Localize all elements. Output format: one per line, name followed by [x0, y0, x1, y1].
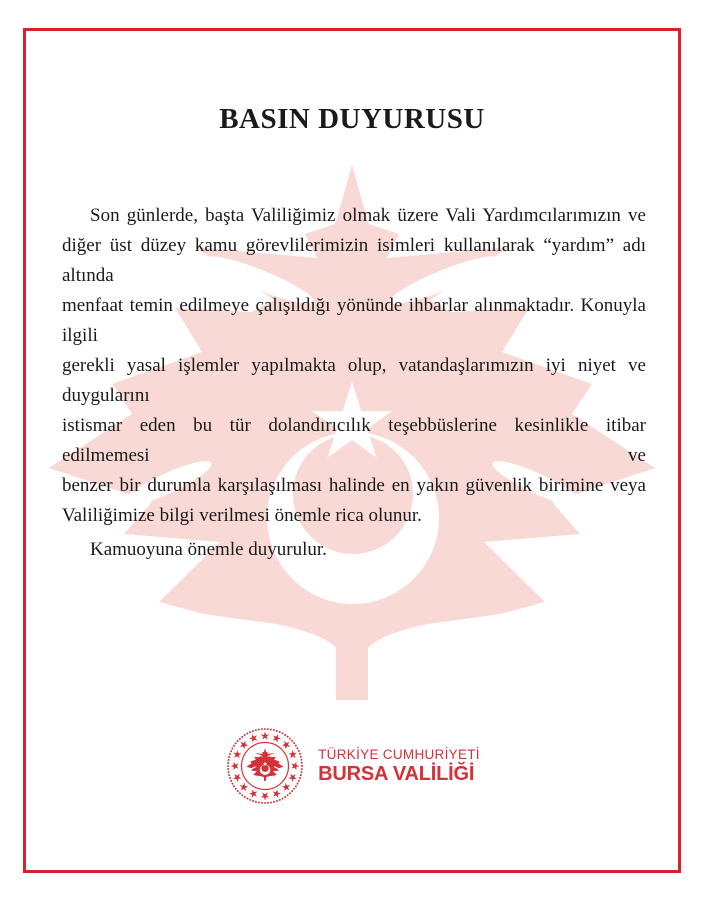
- governorship-logo: [0, 726, 705, 806]
- paragraph-line: gerekli yasal işlemler yapılmakta olup, vatandaşlarımızın iyi niyet ve duygularını: [62, 355, 646, 406]
- logo-governorship-label: BURSA VALİLİĞİ: [318, 763, 475, 785]
- paragraph-line: Valiliğimize bilgi verilmesi önemle rica olunur.: [62, 505, 422, 526]
- logo-country-label: TÜRKİYE CUMHURİYETİ: [318, 747, 480, 762]
- paragraph-line: istismar eden bu tür dolandırıcılık teşebbüslerine kesinlikle itibar edilmemesi ve: [62, 415, 646, 466]
- government-emblem-icon: [225, 726, 305, 806]
- paragraph-line: Son günlerde, başta Valiliğimiz olmak üzere Vali Yardımcılarımızın ve: [90, 205, 646, 226]
- paragraph-line: menfaat temin edilmeye çalışıldığı yönünde ihbarlar alınmaktadır. Konuyla ilgili: [62, 295, 646, 346]
- page-title: BASIN DUYURUSU: [219, 103, 485, 135]
- closing-statement: Kamuoyuna önemle duyurulur.: [90, 539, 327, 560]
- paragraph-line: diğer üst düzey kamu görevlilerimizin isimleri kullanılarak “yardım” adı altında: [62, 235, 646, 286]
- announcement-paragraph: [26, 201, 678, 531]
- logo-text-block: [318, 746, 480, 786]
- paragraph-line: benzer bir durumla karşılaşılması halinde en yakın güvenlik birimine veya: [62, 475, 646, 496]
